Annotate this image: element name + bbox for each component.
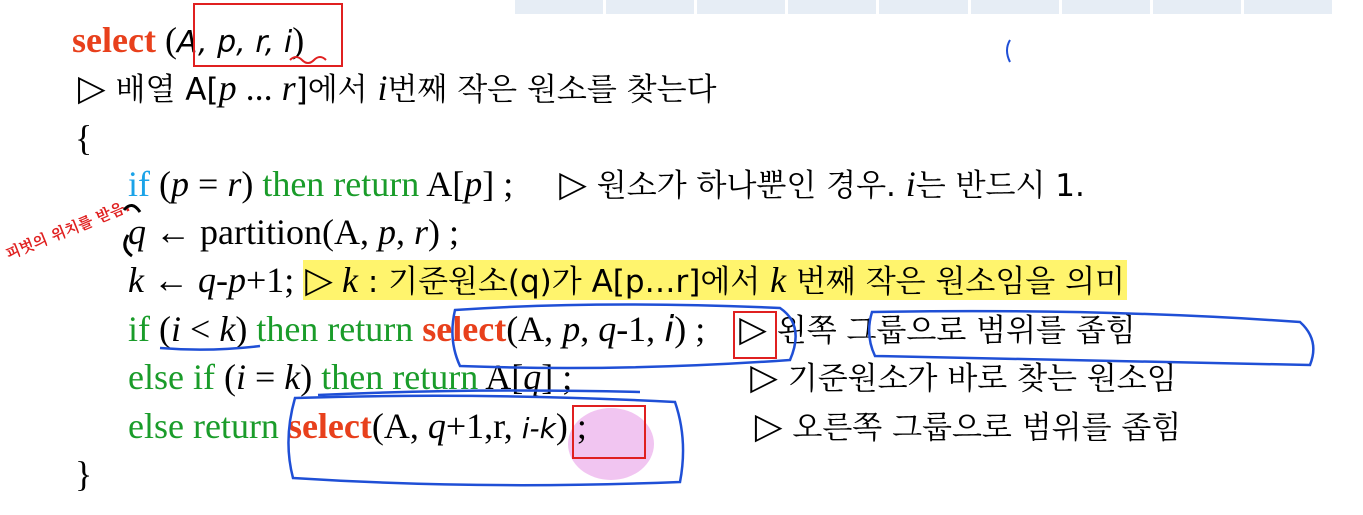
stmt-end: ) ;: [674, 309, 706, 349]
lt-op: <: [181, 309, 220, 349]
comment-marker: ▷: [78, 68, 106, 108]
open-brace: {: [75, 118, 93, 158]
blue-paren-mark: [1007, 40, 1010, 62]
var-p: p: [464, 164, 483, 204]
var-q: q: [598, 309, 617, 349]
cond-open: (: [150, 309, 171, 349]
ret-a: A[: [478, 357, 524, 397]
comma: ,: [580, 309, 599, 349]
comment-marker: ▷: [305, 260, 333, 300]
then-return-keyword: then return: [262, 164, 420, 204]
var-k: k: [332, 260, 358, 300]
comment-text: 원소가 하나뿐인 경우.: [586, 168, 906, 204]
var-r: r: [413, 212, 428, 252]
close-paren: ): [292, 20, 305, 60]
args-a: (A,: [371, 406, 428, 446]
then-return-keyword: then return: [256, 309, 423, 349]
partition-call: ← partition(A,: [146, 212, 378, 252]
else-if-keyword: else if: [128, 357, 215, 397]
args-b: +1,r,: [445, 406, 522, 446]
eq-op: =: [189, 164, 228, 204]
ret-a: A[: [419, 164, 465, 204]
if-keyword: if: [128, 309, 150, 349]
blue-outline-select-left: [452, 304, 795, 368]
comment-text-b: 는 반드시 1.: [915, 168, 1085, 204]
var-i: i: [377, 68, 388, 108]
black-arrow-q: [124, 205, 140, 256]
if-keyword: if: [128, 164, 150, 204]
var-q: q: [197, 260, 216, 300]
select-keyword: select: [287, 406, 372, 446]
var-p: p: [227, 260, 246, 300]
ret-b: ] ;: [541, 357, 573, 397]
plus-one: +1;: [245, 260, 304, 300]
red-wavy-underline: [290, 57, 326, 63]
var-p: p: [377, 212, 396, 252]
cond-close: ): [241, 164, 263, 204]
comment-text: : 기준원소(q)가 A[p…r]에서: [357, 264, 771, 300]
blue-outline-comment-left: [869, 311, 1313, 365]
cond-open: (: [150, 164, 171, 204]
cond-open: (: [214, 357, 236, 397]
cond-close: ): [235, 309, 257, 349]
blue-strike-then-return: [318, 391, 640, 395]
var-q: q: [523, 357, 542, 397]
var-i: i: [905, 164, 916, 204]
select-keyword: select: [422, 309, 507, 349]
blue-outline-select-right: [288, 396, 683, 485]
comment-text: 오른쪽 그룹으로 범위를 좁힘: [782, 410, 1182, 446]
ret-b: ] ;: [482, 164, 514, 204]
var-k: k: [128, 260, 144, 300]
comment-text: 왼쪽 그룹으로 범위를 좁힘: [766, 313, 1136, 349]
select-keyword: select: [72, 20, 156, 60]
handwritten-pivot-note: 피벗의 위치를 받음.: [3, 196, 133, 264]
comma: ,: [395, 212, 414, 252]
open-paren: (: [164, 20, 177, 60]
var-q: q: [128, 212, 146, 252]
dots: ...: [236, 68, 282, 108]
desc-text-b: ]에서: [295, 72, 378, 108]
var-q: q: [427, 406, 446, 446]
comment-text-b: 번째 작은 원소임을 의미: [786, 264, 1126, 300]
then-return-keyword: then return: [321, 357, 479, 397]
var-k: k: [284, 357, 301, 397]
comment-marker: ▷: [754, 406, 783, 446]
handwritten-i-k: i-k: [521, 412, 556, 445]
var-i: i: [171, 309, 182, 349]
cond-close: ): [300, 357, 322, 397]
comment-marker: ▷: [750, 357, 778, 397]
comment-marker: ▷: [739, 309, 767, 349]
minus-op: -: [215, 260, 228, 300]
comment-text: 기준원소가 바로 찾는 원소임: [777, 361, 1177, 397]
var-k: k: [770, 260, 787, 300]
handwritten-args: A, p, r, i: [176, 25, 293, 60]
var-i: i: [235, 357, 246, 397]
handwritten-i: i: [664, 309, 675, 350]
stmt-end: ) ;: [555, 406, 587, 446]
desc-text-c: 번째 작은 원소를 찾는다: [387, 72, 717, 108]
close-brace: }: [75, 454, 93, 494]
eq-op: =: [245, 357, 285, 397]
var-p: p: [562, 309, 581, 349]
var-r: r: [227, 164, 242, 204]
desc-text-a: 배열 A[: [105, 72, 219, 108]
var-k: k: [219, 309, 236, 349]
comment-marker: ▷: [559, 164, 587, 204]
var-r: r: [281, 68, 296, 108]
var-p: p: [171, 164, 189, 204]
args-a: (A,: [506, 309, 563, 349]
arrow: ←: [143, 260, 198, 300]
blue-underline-cond: [160, 346, 260, 350]
var-p: p: [218, 68, 237, 108]
else-return-keyword: else return: [128, 406, 288, 446]
stmt-end: ) ;: [427, 212, 459, 252]
args-b: -1,: [616, 309, 665, 349]
